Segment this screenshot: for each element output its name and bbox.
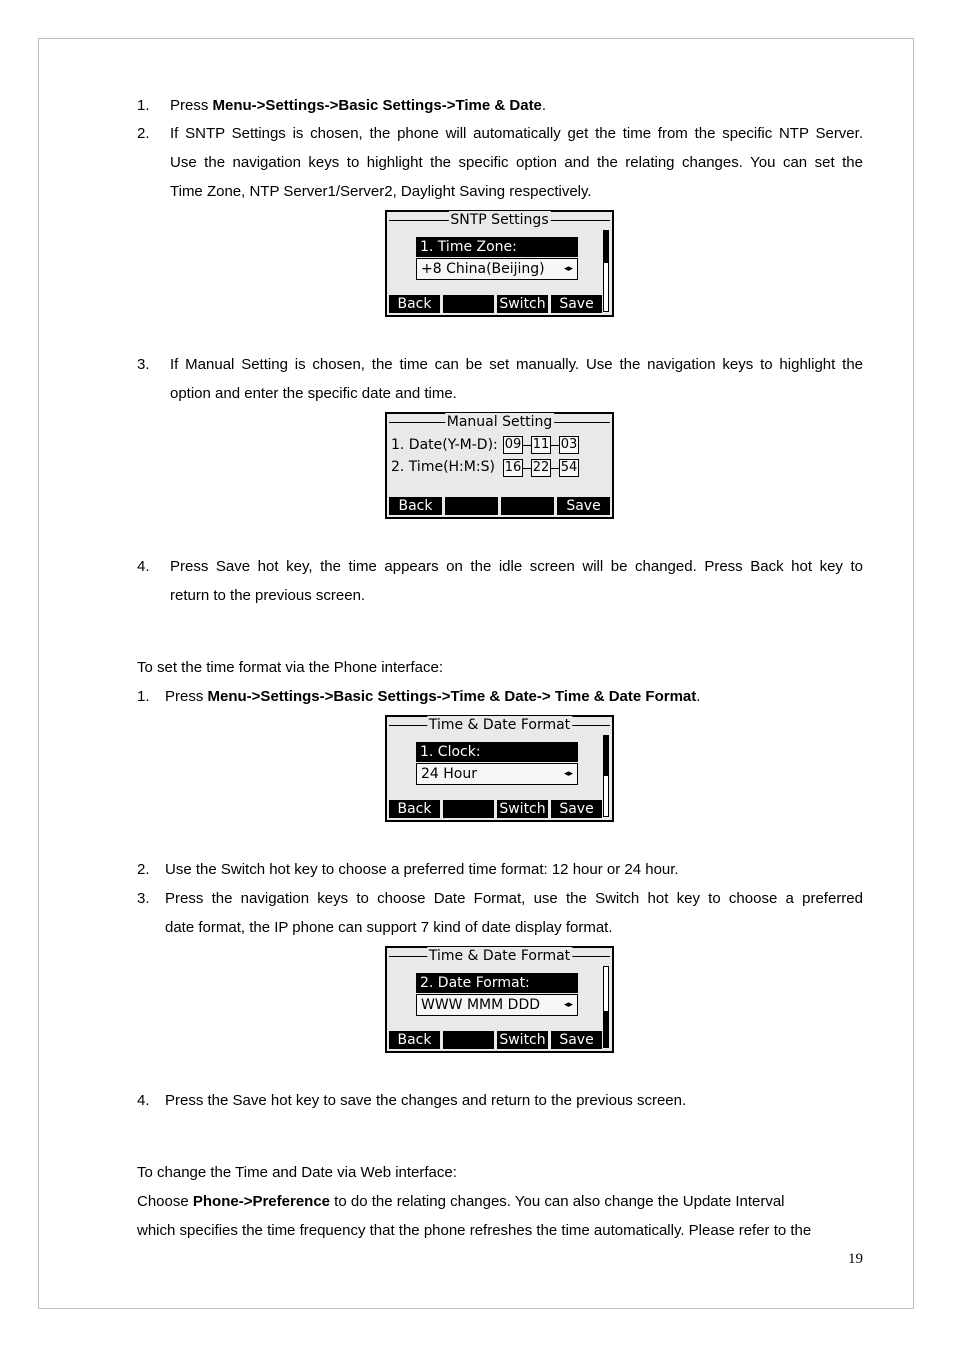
back-softkey: Back [389,800,440,818]
save-softkey: Save [551,295,602,313]
screen-title: Time & Date Format [428,717,571,733]
date-year-field: 09 [504,437,522,452]
empty-softkey [443,800,494,818]
step-text: Use the Switch hot key to choose a preferred time format: 12 hour or 24 hour. [165,861,679,878]
time-second-field: 54 [560,460,578,475]
switch-softkey: Switch [497,1031,548,1049]
step-number: 1. [137,688,150,705]
option-value: WWW MMM DDD ◂▸ [416,994,578,1016]
step-text: Press Menu->Settings->Basic Settings->Time & Date. [170,97,547,114]
step-number: 3. [137,890,150,907]
selected-option: 1. Time Zone: [416,237,578,257]
screen-title: Manual Setting [446,414,553,430]
softkey-bar [389,1031,602,1049]
lcd-screen-sntp-settings [385,210,614,317]
back-softkey: Back [389,1031,440,1049]
step-text: date format, the IP phone can support 7 kind of date display format. [165,919,613,936]
section-intro: To set the time format via the Phone interface: [137,659,443,676]
save-softkey: Save [557,497,610,515]
step-number: 2. [137,861,150,878]
lcd-screen-date-format [385,946,614,1053]
empty-softkey [501,497,554,515]
step-number: 3. [137,356,150,373]
scrollbar [603,966,609,1048]
step-text: Press the Save hot key to save the changes and return to the previous screen. [165,1092,687,1109]
time-minute-field: 22 [532,460,550,475]
selected-option: 2. Date Format: [416,973,578,993]
web-paragraph: which specifies the time frequency that the phone refreshes the time automatically. Please refer to the [137,1222,812,1239]
option-value: +8 China(Beijing) ◂▸ [416,258,578,280]
date-label: 1. Date(Y-M-D): [391,437,498,453]
option-value: 24 Hour ◂▸ [416,763,578,785]
lcd-screen-clock [385,715,614,822]
step-number: 4. [137,1092,150,1109]
web-paragraph: Choose Phone->Preference to do the relating changes. You can also change the Update Interval [137,1193,785,1210]
left-right-arrows-icon: ◂▸ [563,769,573,779]
scrollbar [603,735,609,817]
step-number: 4. [137,558,150,575]
step-text: If SNTP Settings is chosen, the phone will automatically get the time from the specific NTP Server. [170,125,863,142]
empty-softkey [443,1031,494,1049]
softkey-bar [389,800,602,818]
left-right-arrows-icon: ◂▸ [563,264,573,274]
date-day-field: 03 [560,437,578,452]
step-text: return to the previous screen. [170,587,366,604]
selected-option: 1. Clock: [416,742,578,762]
scrollbar [603,230,609,312]
step-text: option and enter the specific date and time. [170,385,457,402]
step-number: 2. [137,125,150,142]
time-label: 2. Time(H:M:S) [391,459,495,475]
empty-softkey [445,497,498,515]
empty-softkey [443,295,494,313]
step-text: Press the navigation keys to choose Date Format, use the Switch hot key to choose a preferred [165,890,863,907]
switch-softkey: Switch [497,800,548,818]
left-right-arrows-icon: ◂▸ [563,1000,573,1010]
save-softkey: Save [551,1031,602,1049]
step-text: Press Save hot key, the time appears on the idle screen will be changed. Press Back hot key to [170,558,863,575]
softkey-bar [389,497,610,515]
save-softkey: Save [551,800,602,818]
step-text: If Manual Setting is chosen, the time can be set manually. Use the navigation keys to highlight the [170,356,863,373]
step-text: Use the navigation keys to highlight the specific option and the relating changes. You can set the [170,154,863,171]
softkey-bar [389,295,602,313]
back-softkey: Back [389,497,442,515]
screen-title: SNTP Settings [450,212,549,228]
back-softkey: Back [389,295,440,313]
date-month-field: 11 [532,437,550,452]
step-text: Press Menu->Settings->Basic Settings->Time & Date-> Time & Date Format. [165,688,701,705]
step-number: 1. [137,97,150,114]
lcd-screen-manual-setting [385,412,614,519]
page-number: 19 [848,1251,863,1267]
time-hour-field: 16 [504,460,522,475]
step-text: Time Zone, NTP Server1/Server2, Daylight Saving respectively. [170,183,592,200]
switch-softkey: Switch [497,295,548,313]
screen-title: Time & Date Format [428,948,571,964]
section-intro: To change the Time and Date via Web interface: [137,1164,457,1181]
